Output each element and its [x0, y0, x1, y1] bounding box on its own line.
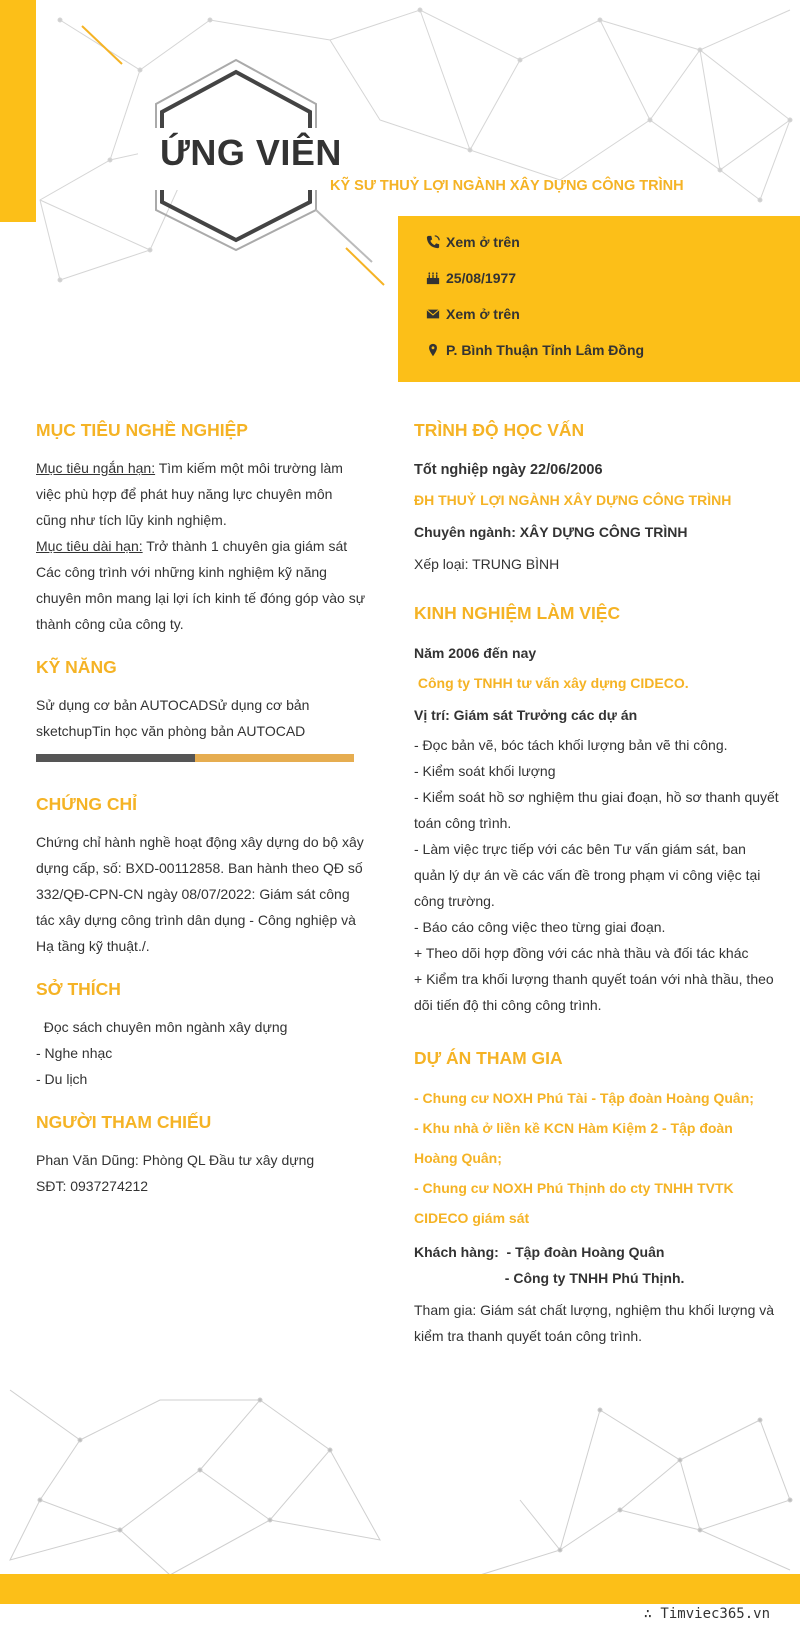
project-role: Tham gia: Giám sát chất lượng, nghiệm thu khối lượng và kiểm tra thanh quyết toán công trình.: [414, 1302, 775, 1344]
experience-position: Vị trí: Giám sát Trưởng các dự án: [414, 707, 638, 723]
contact-address-text: P. Bình Thuận Tỉnh Lâm Đồng: [446, 342, 645, 358]
certificates-text: Chứng chỉ hành nghề hoạt động xây dựng do bộ xây dựng cấp, số: BXD-00112858. Ban hành theo QĐ số 332/QĐ-CPN-CN ngày 08/07/2022: Giám sát công tác xây dựng công trình dân dụng - Công nghiệp và Hạ tầng kỹ thuật./.: [36, 834, 364, 954]
project-client-list: [499, 1239, 685, 1291]
education-heading: TRÌNH ĐỘ HỌC VẤN: [414, 420, 585, 440]
footer-bar: [0, 1574, 800, 1604]
contact-email-text: Xem ở trên: [446, 306, 520, 322]
right-column: [414, 420, 780, 1349]
contact-birthday: [426, 270, 516, 286]
objective-long-text: Trở thành 1 chuyên gia giám sát Các công trình với những kinh nghiệm kỹ năng chuyên môn mang lại lợi ích kinh tế đóng góp vào sự thành công của công ty.: [36, 538, 366, 632]
certificates-heading: CHỨNG CHỈ: [36, 794, 138, 814]
project-client-label: Khách hàng:: [414, 1244, 499, 1260]
project-item: - Khu nhà ở liền kề KCN Hàm Kiệm 2 - Tập đoàn Hoàng Quân;: [414, 1120, 733, 1166]
education-graduated: Tốt nghiệp ngày 22/06/2006: [414, 462, 603, 478]
hobby-line-1: Đọc sách chuyên môn ngành xây dựng: [36, 1019, 288, 1035]
contact-address: [426, 342, 644, 358]
experience-company: Công ty TNHH tư vấn xây dựng CIDECO.: [414, 675, 689, 691]
project-client: - Tập đoàn Hoàng Quân: [498, 1244, 665, 1260]
hobby-line-2: - Nghe nhạc: [36, 1045, 113, 1061]
projects-heading: DỰ ÁN THAM GIA: [414, 1048, 563, 1068]
experience-heading: KINH NGHIỆM LÀM VIỆC: [414, 603, 621, 623]
contact-birthday-text: 25/08/1977: [446, 270, 517, 286]
contact-phone-text: Xem ở trên: [446, 234, 520, 250]
education-school: ĐH THUỶ LỢI NGÀNH XÂY DỰNG CÔNG TRÌNH: [414, 492, 732, 508]
accent-bar-left: [0, 0, 36, 222]
hobbies-heading: SỞ THÍCH: [36, 979, 121, 999]
project-clients: [414, 1239, 780, 1291]
education-rank: Xếp loại: TRUNG BÌNH: [414, 556, 560, 572]
objective-short-text: Tìm kiếm một môi trường làm việc phù hợp để phát huy năng lực chuyên môn cũng như tích lũy kinh nghiệm.: [36, 460, 343, 528]
reference-line-2: SĐT: 0937274212: [36, 1178, 149, 1194]
experience-duty: - Đọc bản vẽ, bóc tách khối lượng bản vẽ thi công.: [414, 737, 728, 753]
experience-duty: + Theo dõi hợp đồng với các nhà thầu và đối tác khác: [414, 945, 749, 961]
education-major: [414, 515, 780, 549]
experience-duty: - Báo cáo công việc theo từng giai đoạn.: [414, 919, 666, 935]
experience-duty: - Làm việc trực tiếp với các bên Tư vấn giám sát, ban quản lý dự án về các vấn đề trong phạm vi công việc tại công trường.: [414, 841, 761, 909]
project-item: - Chung cư NOXH Phú Tài - Tập đoàn Hoàng Quân;: [414, 1090, 754, 1106]
brand-watermark: ∴ Timviec365.vn: [643, 1606, 770, 1622]
experience-duty: - Kiểm soát hồ sơ nghiệm thu giai đoạn, hồ sơ thanh quyết toán công trình.: [414, 789, 779, 831]
birthday-cake-icon: [426, 271, 440, 285]
skill-level-fill: [36, 754, 195, 762]
phone-icon: [426, 235, 440, 249]
contact-email: [426, 306, 520, 322]
experience-duty: + Kiểm tra khối lượng thanh quyết toán với nhà thầu, theo dõi tiến độ thi công công trình.: [414, 971, 774, 1013]
skill-level-bar: [36, 754, 354, 762]
skills-heading: KỸ NĂNG: [36, 657, 117, 677]
contact-box: [398, 216, 800, 382]
project-client: - Công ty TNHH Phú Thịnh.: [504, 1270, 685, 1286]
objective-long-label: Mục tiêu dài hạn:: [36, 538, 143, 554]
experience-duty: - Kiểm soát khối lượng: [414, 763, 556, 779]
job-title: KỸ SƯ THUỶ LỢI NGÀNH XÂY DỰNG CÔNG TRÌNH: [330, 178, 684, 194]
education-major-label: Chuyên ngành:: [414, 524, 516, 540]
project-item: - Chung cư NOXH Phú Thịnh do cty TNHH TVTK CIDECO giám sát: [414, 1180, 734, 1226]
references-heading: NGƯỜI THAM CHIẾU: [36, 1112, 212, 1132]
objective-heading: MỤC TIÊU NGHỀ NGHIỆP: [36, 420, 248, 440]
hobby-line-3: - Du lịch: [36, 1071, 88, 1087]
left-column: [36, 420, 366, 1199]
objective-text: [36, 455, 366, 637]
candidate-name: ỨNG VIÊN: [160, 132, 342, 173]
skills-text: Sử dụng cơ bản AUTOCADSử dụng cơ bản sketchupTin học văn phòng bản AUTOCAD: [36, 697, 310, 739]
objective-short-label: Mục tiêu ngắn hạn:: [36, 460, 156, 476]
map-marker-icon: [426, 343, 440, 357]
contact-phone: [426, 234, 520, 250]
network-background-bottom: [0, 1380, 800, 1580]
experience-period: Năm 2006 đến nay: [414, 645, 537, 661]
envelope-icon: [426, 307, 440, 321]
education-major-value: XÂY DỰNG CÔNG TRÌNH: [515, 524, 688, 540]
reference-line-1: Phan Văn Dũng: Phòng QL Đầu tư xây dựng: [36, 1152, 315, 1168]
